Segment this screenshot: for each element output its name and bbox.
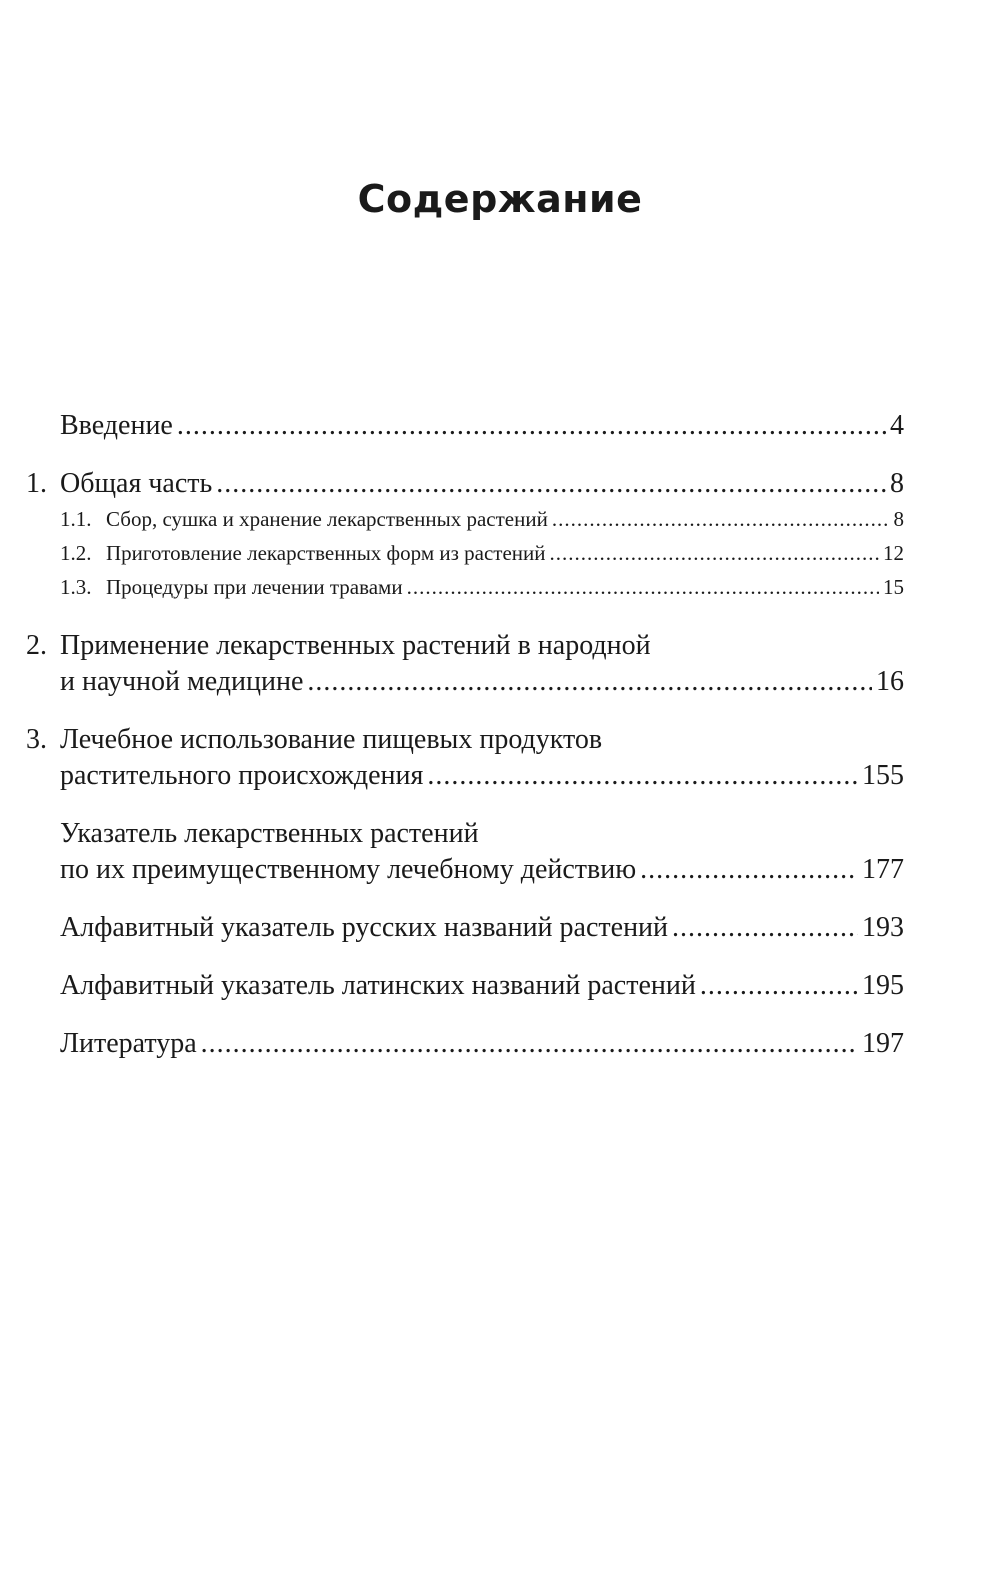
toc-entry-intro[interactable]	[0, 408, 1000, 444]
toc-entry-label-continued: по их преимущественному лечебному действию	[60, 854, 637, 885]
toc-page-number: 15	[883, 575, 904, 599]
chapter-number: 3.	[26, 724, 47, 755]
toc-page-number: 177	[862, 854, 904, 885]
toc-entry-literature[interactable]	[0, 1026, 1000, 1062]
leader-dots	[552, 504, 890, 534]
toc-entry-label: Сбор, сушка и хранение лекарственных растений	[106, 507, 548, 531]
section-number: 1.3.	[60, 575, 92, 599]
toc-page-number: 197	[862, 1028, 904, 1059]
toc-entry-label-continued: растительного происхождения	[60, 760, 424, 791]
toc-entry-section-1-1[interactable]	[0, 504, 1000, 534]
toc-entry-chapter-1[interactable]	[0, 466, 1000, 502]
toc-entry-label: Применение лекарственных растений в народной	[60, 630, 651, 661]
toc-entry-label: Указатель лекарственных растений	[60, 818, 479, 849]
toc-entry-label: Процедуры при лечении травами	[106, 575, 403, 599]
chapter-number: 2.	[26, 630, 47, 661]
table-of-contents	[0, 408, 1000, 1062]
chapter-number: 1.	[26, 468, 47, 499]
toc-entry-index-latin[interactable]	[0, 968, 1000, 1004]
toc-page-number: 193	[862, 912, 904, 943]
toc-entry-index-by-action[interactable]	[0, 816, 1000, 888]
toc-entry-chapter-2[interactable]	[0, 628, 1000, 700]
toc-page-number: 195	[862, 970, 904, 1001]
leader-dots	[700, 968, 858, 1004]
toc-entry-label: Алфавитный указатель латинских названий растений	[60, 970, 696, 1001]
leader-dots	[307, 664, 872, 700]
toc-entry-section-1-2[interactable]	[0, 538, 1000, 568]
toc-page-number: 155	[862, 760, 904, 791]
toc-entry-label: Литература	[60, 1028, 197, 1059]
toc-entry-section-1-3[interactable]	[0, 572, 1000, 602]
leader-dots	[672, 910, 858, 946]
leader-dots	[407, 572, 879, 602]
toc-page-number: 16	[876, 666, 904, 697]
leader-dots	[550, 538, 879, 568]
toc-entry-label: Лечебное использование пищевых продуктов	[60, 724, 603, 755]
leader-dots	[177, 408, 886, 444]
section-number: 1.2.	[60, 541, 92, 565]
toc-entry-index-russian[interactable]	[0, 910, 1000, 946]
page-title: Содержание	[357, 177, 643, 222]
section-number: 1.1.	[60, 507, 92, 531]
toc-entry-label-continued: и научной медицине	[60, 666, 304, 697]
leader-dots	[201, 1026, 858, 1062]
toc-page-number: 8	[893, 507, 904, 531]
toc-entry-label: Введение	[60, 410, 173, 441]
toc-page-number: 12	[883, 541, 904, 565]
toc-entry-label: Приготовление лекарственных форм из растений	[106, 541, 546, 565]
toc-entry-label: Общая часть	[60, 468, 213, 499]
leader-dots	[427, 758, 858, 794]
toc-entry-label: Алфавитный указатель русских названий растений	[60, 912, 669, 943]
leader-dots	[640, 852, 858, 888]
toc-page-number: 8	[890, 468, 904, 499]
toc-entry-chapter-3[interactable]	[0, 722, 1000, 794]
toc-page-number: 4	[890, 410, 904, 441]
leader-dots	[216, 466, 886, 502]
